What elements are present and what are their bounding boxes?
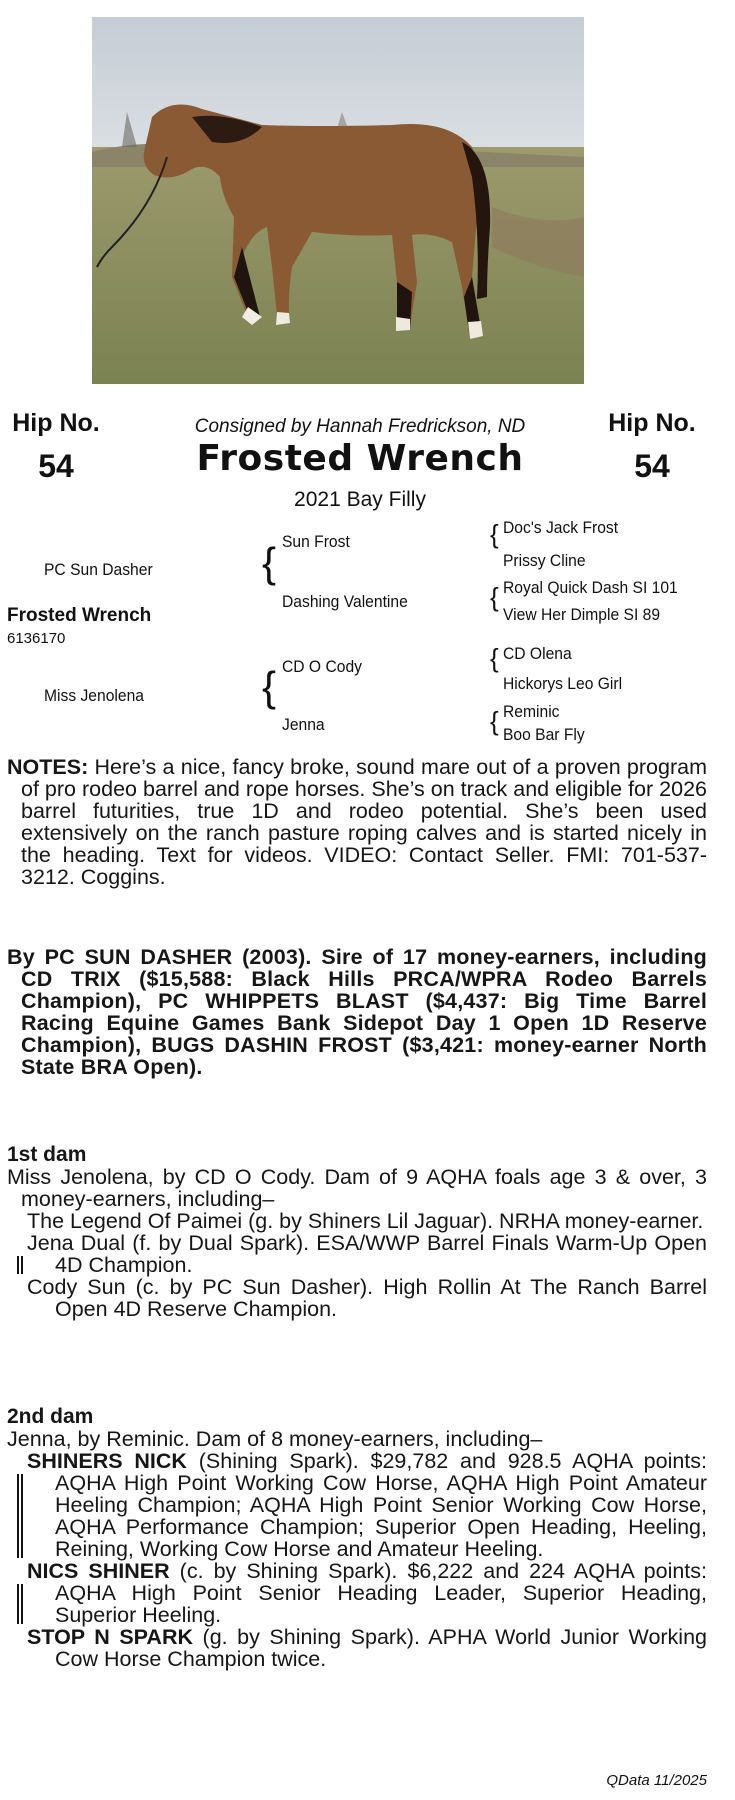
notes-label: NOTES:: [7, 755, 89, 779]
brace: {: [262, 663, 277, 710]
pedigree-sd-dam: View Her Dimple SI 89: [503, 605, 661, 624]
hip-number-left: [0, 410, 112, 484]
offspring-name: STOP N SPARK: [27, 1625, 194, 1649]
hip-number: 54: [38, 448, 74, 484]
pedigree-sire-dam: Dashing Valentine: [282, 592, 408, 611]
hip-number-right: [596, 410, 708, 484]
consignor-line: Consigned by Hannah Fredrickson, ND: [194, 416, 526, 437]
offspring-name: SHINERS NICK: [27, 1449, 187, 1473]
offspring-text: The Legend Of Paimei (g. by Shiners Lil Jaguar). NRHA money-earner.: [27, 1209, 704, 1233]
pedigree-sire-sire: Sun Frost: [282, 532, 350, 551]
second-dam-offspring: [7, 1450, 707, 1560]
produce-bar: [17, 1584, 23, 1624]
pedigree-dam-sire: CD O Cody: [282, 657, 362, 676]
second-dam-intro: Jenna, by Reminic. Dam of 8 money-earners, including–: [7, 1427, 543, 1451]
produce-bar: [17, 1256, 23, 1274]
brace: {: [262, 539, 277, 586]
pedigree-dd-sire: Reminic: [503, 702, 560, 721]
pedigree-reg-number: 6136170: [7, 630, 66, 647]
sire-section: [7, 946, 707, 1078]
offspring-text: (Shining Spark). $29,782 and 928.5 AQHA points: AQHA High Point Working Cow Horse, AQHA High Point Amateur Heeling Champion; AQHA High Point Senior Working Cow Horse, AQHA Performance Champion; Superior Open Heading, Heeling, Reining, Working Cow Horse and Amateur Heeling.: [55, 1449, 707, 1561]
first-dam-offspring: [7, 1232, 707, 1276]
offspring-text: Cody Sun (c. by PC Sun Dasher). High Rollin At The Ranch Barrel Open 4D Reserve Champion.: [27, 1275, 707, 1321]
horse-image-icon: [92, 17, 584, 384]
pedigree-ss-dam: Prissy Cline: [503, 551, 586, 570]
brace: {: [490, 643, 499, 673]
offspring-text: (c. by Shining Spark). $6,222 and 224 AQHA points: AQHA High Point Senior Heading Leader, Superior Heading, Superior Heeling.: [55, 1559, 707, 1627]
pedigree-ss-sire: Doc's Jack Frost: [503, 518, 619, 537]
first-dam-heading: 1st dam: [7, 1143, 87, 1166]
footer-credit: QData 11/2025: [606, 1772, 707, 1789]
horse-photo: [92, 17, 584, 384]
produce-bar: [17, 1474, 23, 1558]
hip-label: Hip No.: [608, 409, 696, 437]
pedigree-horse: Frosted Wrench: [7, 605, 152, 626]
pedigree-sire: PC Sun Dasher: [44, 560, 153, 579]
notes-text: Here’s a nice, fancy broke, sound mare out of a proven program of pro rodeo barrel and rope horses. She’s on track and eligible for 2026 barrel futurities, true 1D and rodeo potential. She’s been used extensively on the ranch pasture roping calves and is started nicely in the heading. Text for videos. VIDEO: Contact Seller. FMI: 701-537-3212. Coggins.: [21, 755, 707, 889]
pedigree-sd-sire: Royal Quick Dash SI 101: [503, 578, 678, 597]
brace: {: [490, 519, 499, 549]
pedigree-dam-dam: Jenna: [282, 715, 325, 734]
offspring-text: (g. by Shining Spark). APHA World Junior Working Cow Horse Champion twice.: [55, 1625, 707, 1671]
hip-number: 54: [634, 448, 670, 484]
horse-subtitle: 2021 Bay Filly: [294, 488, 426, 511]
offspring-text: Jena Dual (f. by Dual Spark). ESA/WWP Barrel Finals Warm-Up Open 4D Champion.: [27, 1231, 707, 1277]
brace: {: [490, 706, 499, 736]
first-dam-offspring: [7, 1276, 707, 1320]
second-dam-section: [7, 1400, 707, 1670]
pedigree-dam: Miss Jenolena: [44, 686, 144, 705]
first-dam-offspring: [7, 1210, 707, 1232]
notes-paragraph: [7, 756, 707, 888]
pedigree-ds-sire: CD Olena: [503, 644, 572, 663]
pedigree-dd-dam: Boo Bar Fly: [503, 725, 585, 744]
brace: {: [490, 582, 499, 612]
second-dam-heading: 2nd dam: [7, 1405, 94, 1428]
hip-label: Hip No.: [12, 409, 100, 437]
second-dam-offspring: [7, 1626, 707, 1670]
offspring-name: NICS SHINER: [27, 1559, 170, 1583]
notes-section: [7, 756, 707, 888]
horse-name-title: Frosted Wrench: [196, 438, 524, 479]
first-dam-section: [7, 1138, 707, 1320]
second-dam-offspring: [7, 1560, 707, 1626]
first-dam-intro: Miss Jenolena, by CD O Cody. Dam of 9 AQHA foals age 3 & over, 3 money-earners, including–: [7, 1165, 707, 1211]
sire-paragraph: By PC SUN DASHER (2003). Sire of 17 money-earners, including CD TRIX ($15,588: Black Hills PRCA/WPRA Rodeo Barrels Champion), PC WHIPPETS BLAST ($4,437: Big Time Barrel Racing Equine Games Bank Sidepot Day 1 Open 1D Reserve Champion), BUGS DASHIN FROST ($3,421: money-earner North State BRA Open).: [7, 945, 707, 1079]
pedigree-ds-dam: Hickorys Leo Girl: [503, 674, 623, 693]
